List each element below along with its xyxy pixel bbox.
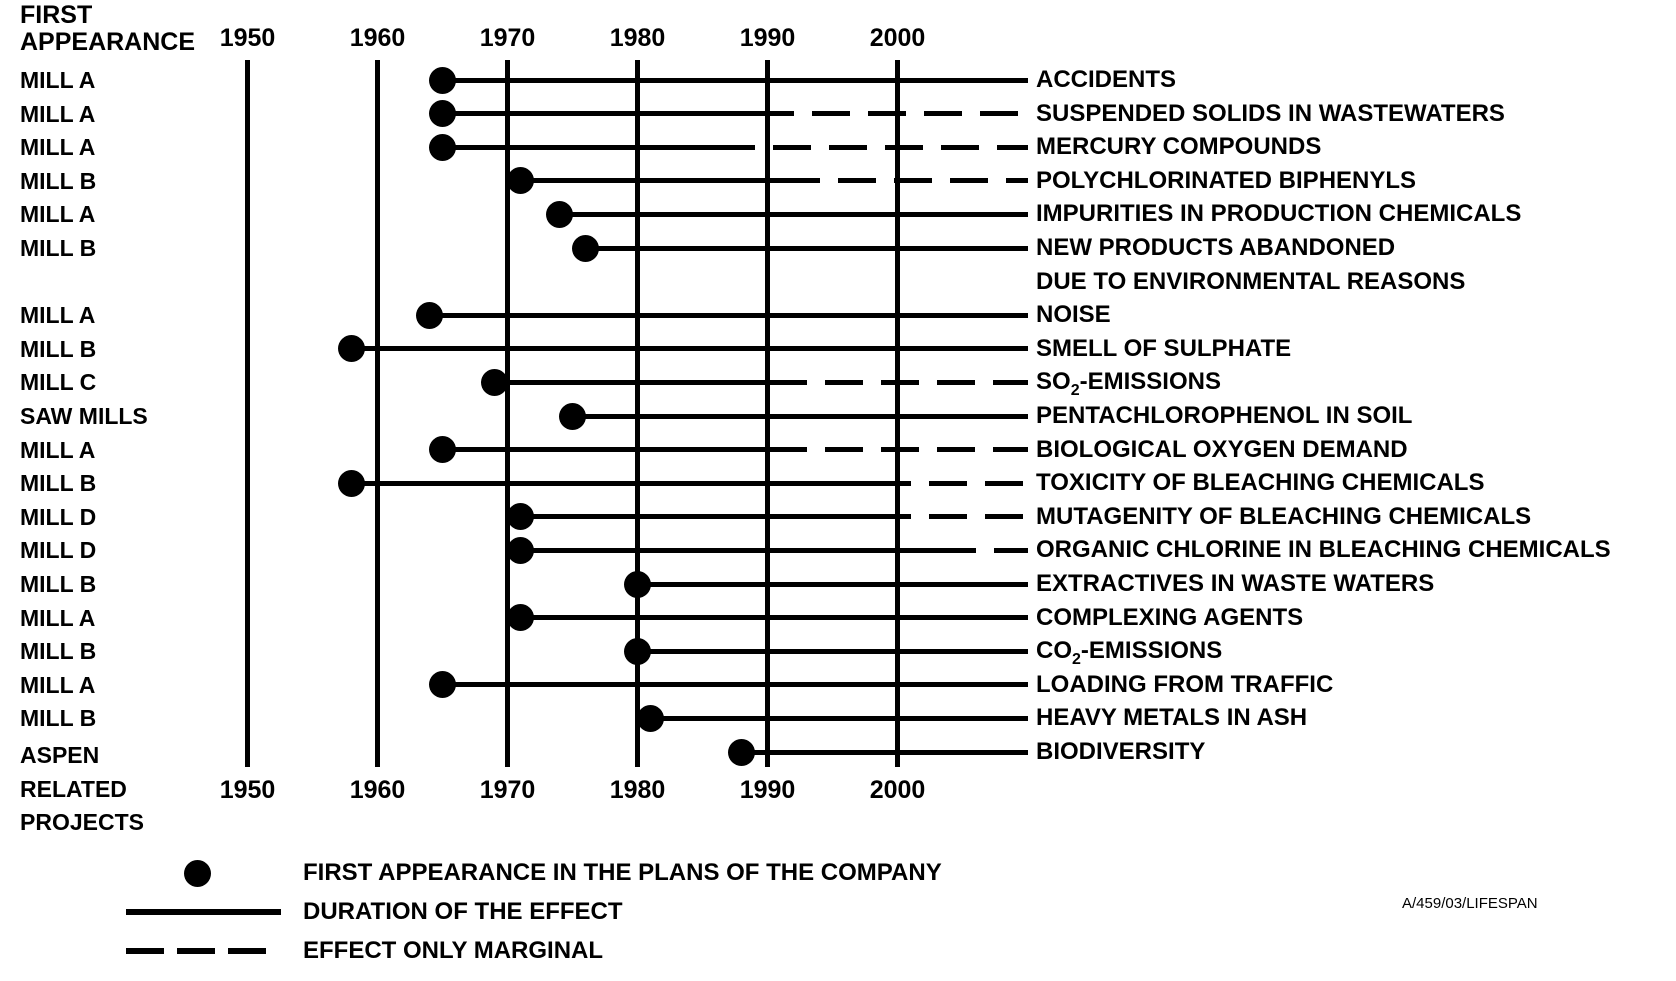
- row-mill-label: MILL D: [20, 503, 97, 530]
- duration-line: [638, 649, 1028, 654]
- first-appearance-dot: [429, 671, 456, 698]
- effect-label: COMPLEXING AGENTS: [1036, 603, 1304, 631]
- first-appearance-dot: [507, 537, 534, 564]
- row-mill-label: MILL A: [20, 201, 96, 228]
- gridline-1970: [505, 60, 510, 767]
- legend-label-3: EFFECT ONLY MARGINAL: [303, 936, 604, 964]
- row-mill-label: MILL B: [20, 235, 97, 261]
- axis-year-bottom-1950: 1950: [219, 776, 276, 804]
- marginal-effect-line: [807, 447, 1028, 452]
- effect-label: TOXICITY OF BLEACHING CHEMICALS: [1036, 469, 1485, 497]
- marginal-effect-line: [976, 548, 1028, 553]
- dot-icon: [184, 860, 211, 887]
- axis-year-top-1970: 1970: [479, 24, 536, 52]
- effect-label: SUSPENDED SOLIDS IN WASTEWATERS: [1036, 99, 1505, 127]
- effect-label: $SO_2$-EMISSIONS: [1036, 368, 1221, 400]
- row-mill-label: MILL B: [20, 705, 97, 732]
- duration-line: [638, 582, 1028, 587]
- axis-year-bottom-2000: 2000: [869, 776, 926, 804]
- duration-line: [443, 111, 794, 116]
- axis-year-bottom-1960: 1960: [349, 776, 406, 804]
- first-appearance-dot: [429, 134, 456, 161]
- effect-label: BIOLOGICAL OXYGEN DEMAND: [1036, 435, 1408, 463]
- row-mill-label: MILL A: [20, 134, 96, 161]
- row-mill-label: MILL A: [20, 67, 96, 93]
- row-mill-label-line3: PROJECTS: [20, 809, 144, 836]
- effect-label: MERCURY COMPOUNDS: [1036, 133, 1322, 161]
- row-mill-label: MILL C: [20, 369, 97, 396]
- duration-line: [560, 212, 1028, 217]
- chart-title-line1: FIRST: [20, 1, 93, 29]
- document-reference: A/459/03/LIFESPAN: [1402, 895, 1538, 912]
- first-appearance-dot: [338, 335, 365, 362]
- effect-label-line2: DUE TO ENVIRONMENTAL REASONS: [1036, 267, 1466, 295]
- marginal-effect-line: [807, 380, 1028, 385]
- first-appearance-dot: [559, 403, 586, 430]
- duration-line: [651, 716, 1028, 721]
- effect-label: $CO_2$-EMISSIONS: [1036, 637, 1223, 668]
- effect-label-subscript: 2: [1072, 650, 1081, 668]
- first-appearance-dot: [507, 604, 534, 631]
- marginal-effect-line: [911, 481, 1028, 486]
- row-mill-label: MILL A: [20, 436, 96, 463]
- marginal-effect-line: [820, 178, 1028, 183]
- dashed-line-icon: [126, 948, 266, 954]
- row-mill-label: MILL D: [20, 537, 97, 564]
- first-appearance-dot: [481, 369, 508, 396]
- first-appearance-dot: [624, 571, 651, 598]
- row-mill-label-line1: ASPEN: [20, 742, 100, 768]
- effect-label: PENTACHLOROPHENOL IN SOIL: [1036, 402, 1413, 429]
- row-mill-label: MILL A: [20, 302, 96, 329]
- row-mill-label: MILL A: [20, 100, 96, 127]
- duration-line: [521, 548, 976, 553]
- row-mill-label-line2: RELATED: [20, 775, 127, 802]
- first-appearance-dot: [429, 100, 456, 127]
- duration-line: [430, 313, 1028, 318]
- duration-line: [521, 178, 820, 183]
- row-mill-label: MILL B: [20, 571, 97, 597]
- duration-line: [742, 750, 1028, 755]
- duration-line: [521, 615, 1028, 620]
- axis-year-top-1990: 1990: [739, 24, 796, 52]
- effect-label: LOADING FROM TRAFFIC: [1036, 670, 1334, 698]
- first-appearance-dot: [429, 436, 456, 463]
- axis-year-bottom-1990: 1990: [739, 776, 796, 804]
- duration-line: [495, 380, 807, 385]
- first-appearance-dot: [507, 167, 534, 194]
- first-appearance-dot: [507, 503, 534, 530]
- row-mill-label: MILL B: [20, 470, 97, 497]
- effect-label: BIODIVERSITY: [1036, 738, 1206, 765]
- duration-line: [352, 481, 911, 486]
- axis-year-bottom-1980: 1980: [609, 776, 666, 804]
- chart-title-line2: APPEARANCE: [20, 28, 196, 56]
- first-appearance-dot: [429, 67, 456, 94]
- row-mill-label: MILL B: [20, 638, 97, 665]
- effect-label: MUTAGENITY OF BLEACHING CHEMICALS: [1036, 502, 1532, 530]
- effect-label: NEW PRODUCTS ABANDONED: [1036, 234, 1396, 261]
- first-appearance-dot: [338, 470, 365, 497]
- gridline-1950: [245, 60, 250, 767]
- row-mill-label: MILL B: [20, 335, 97, 362]
- effect-label: ACCIDENTS: [1036, 66, 1177, 93]
- first-appearance-dot: [572, 235, 599, 262]
- row-mill-label: MILL B: [20, 167, 97, 194]
- row-mill-label: SAW MILLS: [20, 403, 148, 429]
- duration-line: [443, 447, 807, 452]
- effect-label: SMELL OF SULPHATE: [1036, 334, 1292, 362]
- duration-line: [352, 346, 1028, 351]
- first-appearance-dot: [416, 302, 443, 329]
- duration-line: [443, 78, 1028, 83]
- legend-label-1: FIRST APPEARANCE IN THE PLANS OF THE COMPANY: [303, 859, 942, 886]
- duration-line: [573, 414, 1028, 419]
- first-appearance-dot: [637, 705, 664, 732]
- effect-label: EXTRACTIVES IN WASTE WATERS: [1036, 570, 1435, 597]
- solid-line-icon: [126, 909, 281, 915]
- axis-year-top-1950: 1950: [219, 24, 276, 52]
- marginal-effect-line: [794, 111, 1028, 116]
- first-appearance-dot: [624, 638, 651, 665]
- effect-label: IMPURITIES IN PRODUCTION CHEMICALS: [1036, 200, 1522, 228]
- row-mill-label: MILL A: [20, 671, 96, 698]
- marginal-effect-line: [755, 145, 1028, 150]
- first-appearance-dot: [546, 201, 573, 228]
- effect-label: ORGANIC CHLORINE IN BLEACHING CHEMICALS: [1036, 536, 1611, 564]
- effect-label: HEAVY METALS IN ASH: [1036, 704, 1308, 732]
- effect-label: POLYCHLORINATED BIPHENYLS: [1036, 166, 1417, 194]
- axis-year-top-2000: 2000: [869, 24, 926, 52]
- duration-line: [443, 682, 1028, 687]
- row-mill-label: MILL A: [20, 604, 96, 631]
- axis-year-bottom-1970: 1970: [479, 776, 536, 804]
- legend-label-2: DURATION OF THE EFFECT: [303, 897, 623, 925]
- axis-year-top-1960: 1960: [349, 24, 406, 52]
- first-appearance-dot: [728, 739, 755, 766]
- duration-line: [586, 246, 1028, 251]
- axis-year-top-1980: 1980: [609, 24, 666, 52]
- gridline-1960: [375, 60, 380, 767]
- duration-line: [521, 514, 911, 519]
- marginal-effect-line: [911, 514, 1028, 519]
- duration-line: [443, 145, 755, 150]
- effect-label: NOISE: [1036, 301, 1111, 329]
- effect-label-subscript: 2: [1070, 382, 1080, 400]
